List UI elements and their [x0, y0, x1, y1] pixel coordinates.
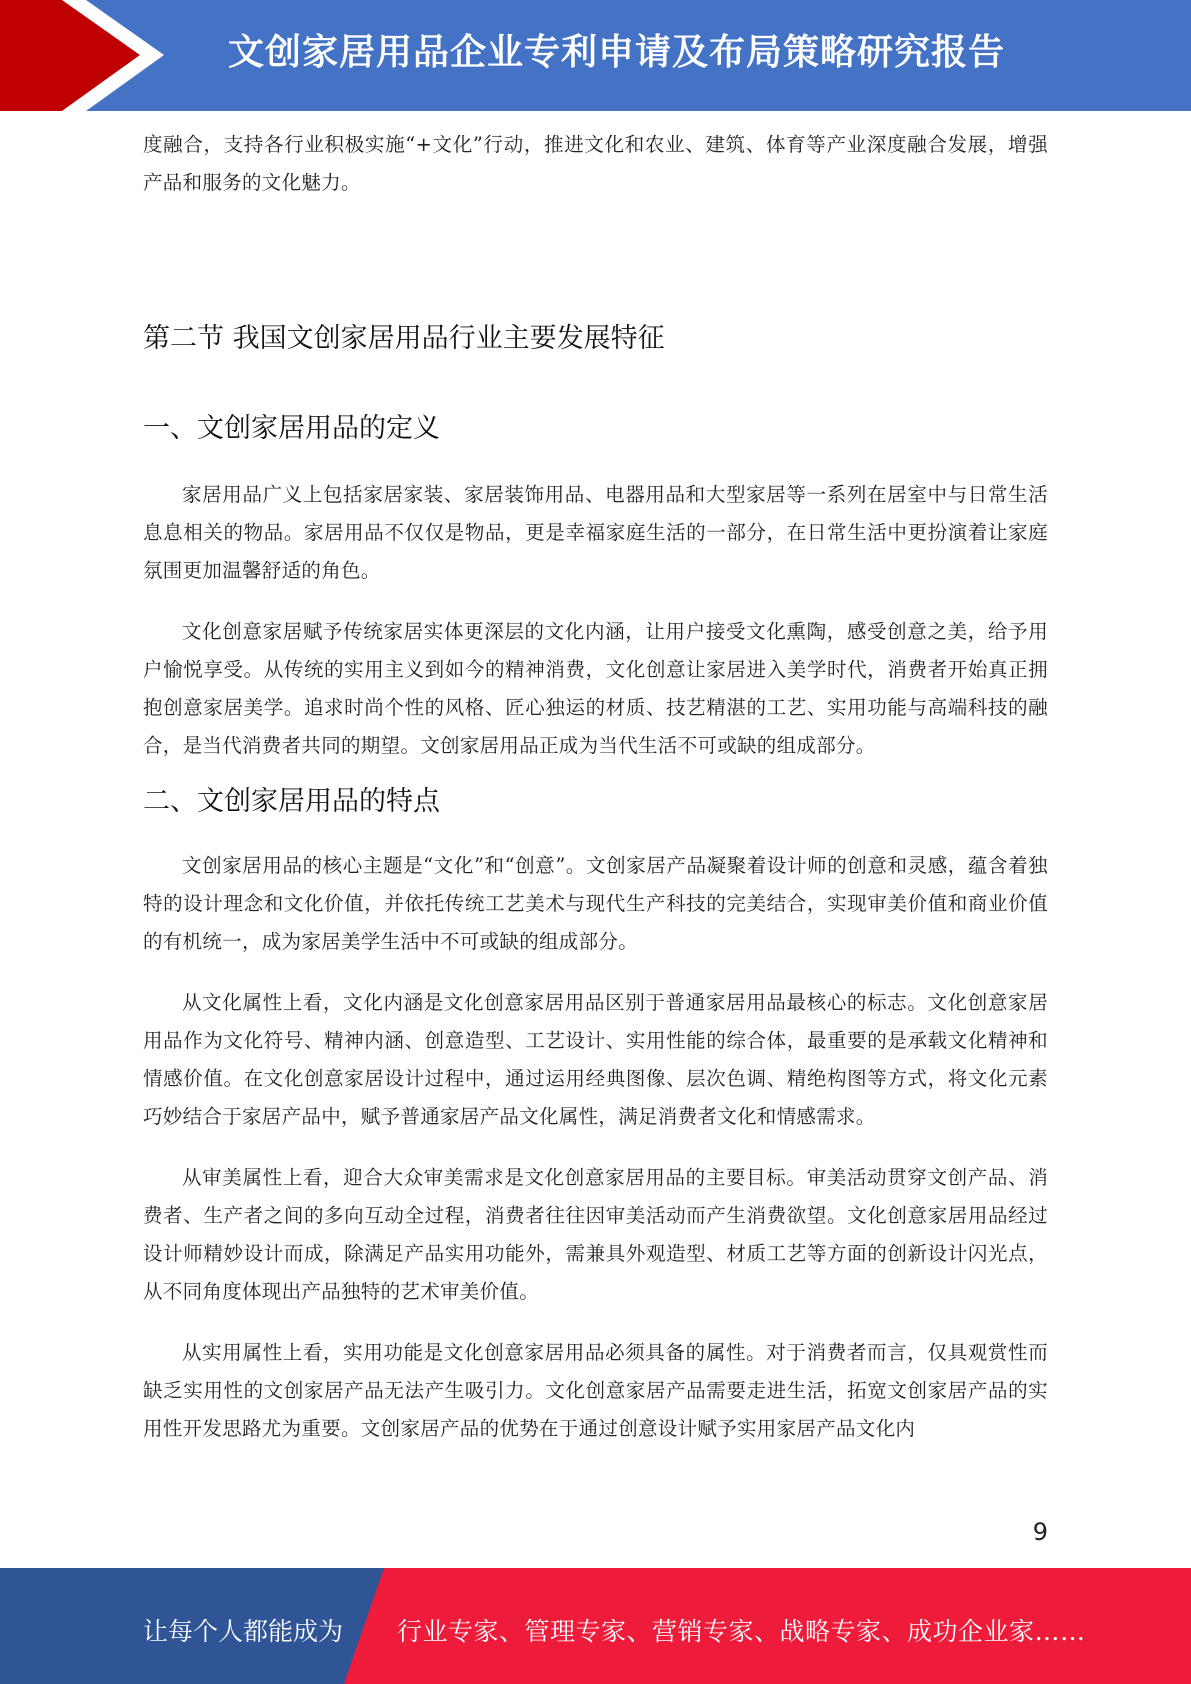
- paragraph: 从审美属性上看，迎合大众审美需求是文化创意家居用品的主要目标。审美活动贯穿文创产品、消费者、生产者之间的多向互动全过程，消费者往往因审美活动而产生消费欲望。文化创意家居用品经过设计师精妙设计而成，除满足产品实用功能外，需兼具外观造型、材质工艺等方面的创新设计闪光点，从不同角度体现出产品独特的艺术审美价值。: [143, 1166, 1048, 1303]
- subsection-2-title: 二、文创家居用品的特点: [143, 786, 440, 817]
- subsection-1-title: 一、文创家居用品的定义: [143, 413, 440, 444]
- paragraph: 从实用属性上看，实用功能是文化创意家居用品必须具备的属性。对于消费者而言，仅具观赏性而缺乏实用性的文创家居产品无法产生吸引力。文化创意家居产品需要走进生活，拓宽文创家居产品的实用性开发思路尤为重要。文创家居产品的优势在于通过创意设计赋予实用家居产品文化内: [143, 1341, 1048, 1440]
- paragraph: 文化创意家居赋予传统家居实体更深层的文化内涵，让用户接受文化熏陶，感受创意之美，给予用户愉悦享受。从传统的实用主义到如今的精神消费，文化创意让家居进入美学时代，消费者开始真正拥抱创意家居美学。追求时尚个性的风格、匠心独运的材质、技艺精湛的工艺、实用功能与高端科技的融合，是当代消费者共同的期望。文创家居用品正成为当代生活不可或缺的组成部分。: [143, 620, 1048, 757]
- intro-paragraph: 度融合，支持各行业积极实施“+文化”行动，推进文化和农业、建筑、体育等产业深度融合发展，增强产品和服务的文化魅力。: [143, 133, 1048, 194]
- footer-slogan-right: 行业专家、管理专家、营销专家、战略专家、成功企业家……: [397, 1617, 1086, 1646]
- page-number: 9: [1032, 1518, 1048, 1546]
- paragraph: 文创家居用品的核心主题是“文化”和“创意”。文创家居产品凝聚着设计师的创意和灵感，蕴含着独特的设计理念和文化价值，并依托传统工艺美术与现代生产科技的完美结合，实现审美价值和商业价值的有机统一，成为家居美学生活中不可或缺的组成部分。: [143, 854, 1048, 953]
- report-title: 文创家居用品企业专利申请及布局策略研究报告: [228, 32, 1006, 73]
- section-title: 第二节 我国文创家居用品行业主要发展特征: [143, 323, 665, 354]
- page-content: [143, 126, 1048, 1448]
- page-header: [0, 0, 1191, 111]
- footer-slogan-left: 让每个人都能成为: [143, 1617, 344, 1646]
- paragraph: 从文化属性上看，文化内涵是文化创意家居用品区别于普通家居用品最核心的标志。文化创意家居用品作为文化符号、精神内涵、创意造型、工艺设计、实用性能的综合体，最重要的是承载文化精神和情感价值。在文化创意家居设计过程中，通过运用经典图像、层次色调、精绝构图等方式，将文化元素巧妙结合于家居产品中，赋予普通家居产品文化属性，满足消费者文化和情感需求。: [143, 991, 1048, 1128]
- page-footer: [0, 1568, 1191, 1684]
- paragraph: 家居用品广义上包括家居家装、家居装饰用品、电器用品和大型家居等一系列在居室中与日常生活息息相关的物品。家居用品不仅仅是物品，更是幸福家庭生活的一部分，在日常生活中更扮演着让家庭氛围更加温馨舒适的角色。: [143, 483, 1048, 582]
